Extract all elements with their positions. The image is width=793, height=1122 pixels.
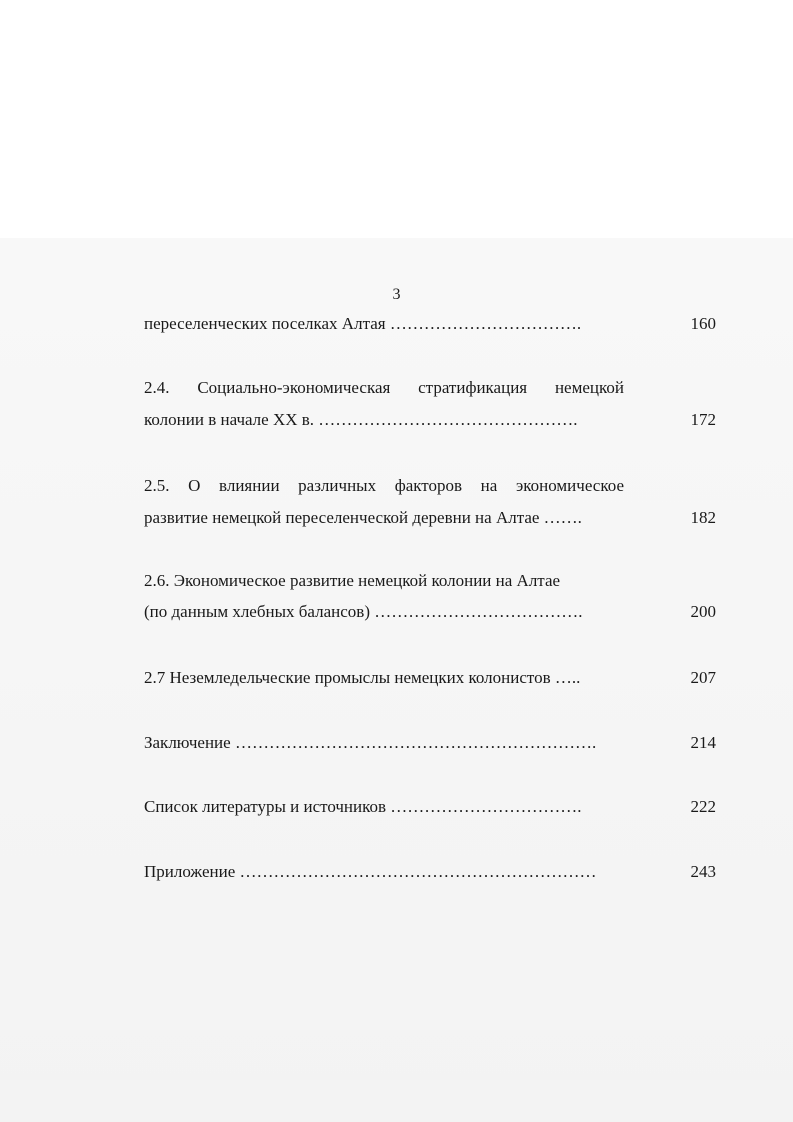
toc-entry-line: 2.6. Экономическое развитие немецкой колонии на Алтае xyxy=(144,571,561,590)
toc-entry-line: Заключение ………………………………………………………. xyxy=(144,733,597,752)
toc-page-number: 182 xyxy=(690,508,716,527)
toc-entry-line: 2.7 Неземледельческие промыслы немецких колонистов ….. xyxy=(144,668,581,687)
toc-page-number: 207 xyxy=(690,668,716,687)
toc-entry-line: колонии в начале XX в. ………………………………………. xyxy=(144,410,578,429)
toc-page-number: 243 xyxy=(690,862,716,881)
toc-entry-line: (по данным хлебных балансов) ………………………………. xyxy=(144,602,583,621)
toc-page-number: 222 xyxy=(690,797,716,816)
toc-page-number: 214 xyxy=(690,733,716,752)
toc-entry-line: переселенческих поселках Алтая ……………………………. xyxy=(144,314,582,333)
toc-page-number: 160 xyxy=(690,314,716,333)
toc-entry-line: Список литературы и источников ……………………………. xyxy=(144,797,582,816)
toc-entry-line: Приложение ……………………………………………………… xyxy=(144,862,597,881)
toc-page-number: 200 xyxy=(690,602,716,621)
toc-page-number: 172 xyxy=(690,410,716,429)
toc-entry-line: развитие немецкой переселенческой деревни на Алтае ……. xyxy=(144,508,582,527)
page-number: 3 xyxy=(392,286,401,303)
toc-entry-line: 2.5. О влиянии различных факторов на экономическое xyxy=(144,476,624,495)
toc-entry-line: 2.4. Социально-экономическая стратификация немецкой xyxy=(144,378,624,397)
